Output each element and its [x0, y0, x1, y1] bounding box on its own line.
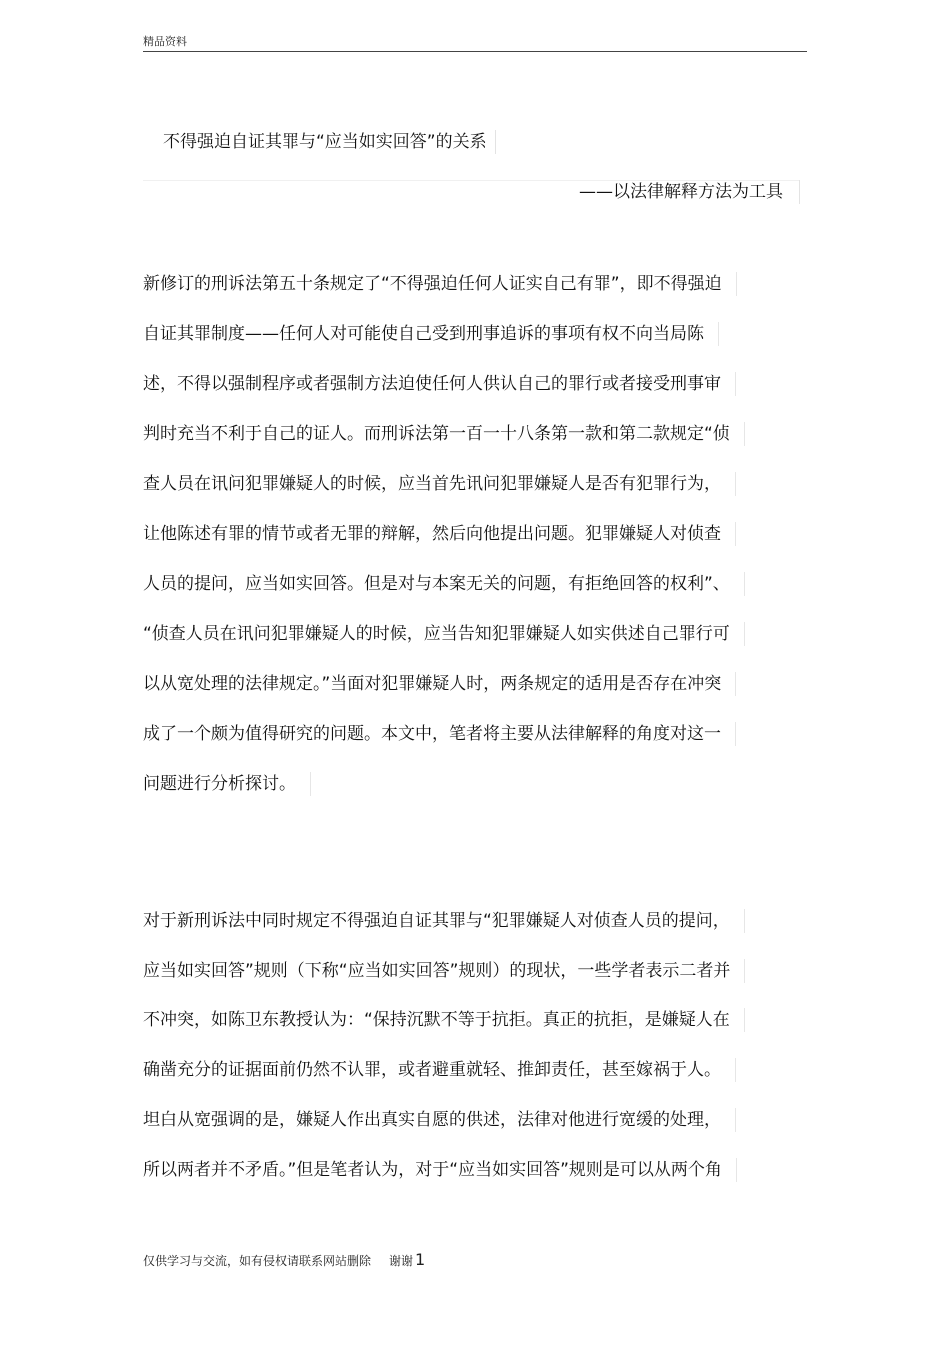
- paragraph-line: 不冲突，如陈卫东教授认为：“保持沉默不等于抗拒。真正的抗拒，是嫌疑人在: [143, 1008, 745, 1032]
- footer-thanks: 谢谢: [389, 1254, 414, 1268]
- paragraph-line: 查人员在讯问犯罪嫌疑人的时候，应当首先讯问犯罪嫌疑人是否有犯罪行为，: [143, 472, 736, 496]
- paragraph-line: 所以两者并不矛盾。”但是笔者认为，对于“应当如实回答”规则是可以从两个角: [143, 1158, 737, 1182]
- paragraph-line: 判时充当不利于自己的证人。而刑诉法第一百一十八条第一款和第二款规定“侦: [143, 422, 745, 446]
- paragraph-line: 坦白从宽强调的是，嫌疑人作出真实自愿的供述，法律对他进行宽缓的处理，: [143, 1108, 736, 1132]
- page-footer: [143, 1250, 425, 1269]
- paragraph-line: 对于新刑诉法中同时规定不得强迫自证其罪与“犯罪嫌疑人对侦查人员的提问，: [143, 909, 745, 933]
- document-subtitle: ——以法律解释方法为工具: [579, 180, 800, 204]
- paragraph-line: 问题进行分析探讨。: [143, 772, 311, 796]
- paragraph-line: 应当如实回答”规则（下称“应当如实回答”规则）的现状，一些学者表示二者并: [143, 959, 745, 983]
- footer-notice: 仅供学习与交流，如有侵权请联系网站删除: [143, 1254, 372, 1268]
- paragraph-line: 以从宽处理的法律规定。”当面对犯罪嫌疑人时，两条规定的适用是否存在冲突: [143, 672, 736, 696]
- paragraph-line: 成了一个颇为值得研究的问题。本文中，笔者将主要从法律解释的角度对这一: [143, 722, 736, 746]
- paragraph-line: 让他陈述有罪的情节或者无罪的辩解，然后向他提出问题。犯罪嫌疑人对侦查: [143, 522, 736, 546]
- paragraph-line: “侦查人员在讯问犯罪嫌疑人的时候，应当告知犯罪嫌疑人如实供述自己罪行可: [143, 622, 745, 646]
- paragraph-line: 述，不得以强制程序或者强制方法迫使任何人供认自己的罪行或者接受刑事审: [143, 372, 736, 396]
- header-divider: [143, 51, 807, 52]
- header-label: 精品资料: [143, 35, 187, 48]
- page-number: 1: [415, 1250, 426, 1269]
- paragraph-line: 自证其罪制度——任何人对可能使自己受到刑事追诉的事项有权不向当局陈: [143, 322, 719, 346]
- paragraph-line: 新修订的刑诉法第五十条规定了“不得强迫任何人证实自己有罪”，即不得强迫: [143, 272, 737, 296]
- document-title: 不得强迫自证其罪与“应当如实回答”的关系: [163, 130, 496, 154]
- paragraph-line: 确凿充分的证据面前仍然不认罪，或者避重就轻、推卸责任，甚至嫁祸于人。: [143, 1058, 736, 1082]
- paragraph-line: 人员的提问，应当如实回答。但是对与本案无关的问题，有拒绝回答的权利”、: [143, 572, 745, 596]
